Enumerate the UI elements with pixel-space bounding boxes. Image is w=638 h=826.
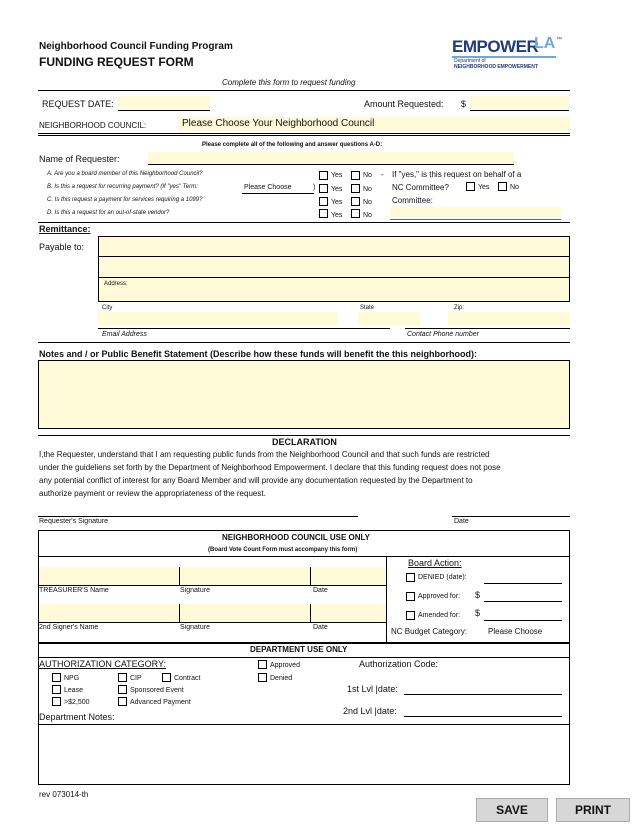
approved-currency: $ <box>475 590 481 600</box>
amount-currency: $ <box>461 99 467 109</box>
declaration-line1: I,the Requester, understand that I am requesting public funds from the Neighborhood Council and that such funds are restricted <box>39 450 490 459</box>
yes-label: Yes <box>331 172 343 179</box>
denied-date-underline <box>484 583 562 584</box>
request-date-underline <box>118 110 210 111</box>
print-button[interactable]: PRINT <box>556 798 630 822</box>
question-c: C. Is this request a payment for services requiring a 1099? <box>47 197 203 203</box>
second-signer-name-input[interactable] <box>39 604 179 622</box>
divider <box>38 90 570 91</box>
over-2500-label: >$2,500 <box>64 699 90 706</box>
amended-for-checkbox[interactable] <box>406 611 415 620</box>
authorization-category-label: AUTHORIZATION CATEGORY: <box>39 659 167 669</box>
no-label: No <box>363 199 372 206</box>
npg-checkbox[interactable] <box>52 673 61 682</box>
second-level-underline <box>404 716 562 717</box>
second-level-date-label: 2nd Lvl |date: <box>343 706 397 716</box>
treasurer-name-input[interactable] <box>39 567 179 585</box>
treasurer-date-input[interactable] <box>311 567 386 585</box>
amended-for-label: Amended for: <box>418 612 461 619</box>
dept-approved-label: Approved <box>270 662 300 669</box>
declaration-line4: authorize payment or review the appropriateness of the request. <box>39 489 266 498</box>
question-a: A. Are you a board member of this Neighborhood Council? <box>47 171 203 177</box>
first-level-date-input[interactable] <box>404 682 562 694</box>
first-level-date-label: 1st Lvl |date: <box>347 684 398 694</box>
divider <box>38 133 570 134</box>
sponsored-event-label: Sponsored Event <box>130 687 184 694</box>
question-c-yes-checkbox[interactable] <box>319 197 328 206</box>
requester-date-label: Date <box>454 518 469 525</box>
dept-approved-checkbox[interactable] <box>258 660 267 669</box>
lease-label: Lease <box>64 687 84 694</box>
department-notes-label: Department Notes: <box>39 712 115 722</box>
requester-date-field[interactable] <box>452 504 570 516</box>
notes-textarea[interactable] <box>38 360 570 429</box>
phone-label: Contact Phone number <box>407 331 479 338</box>
divider <box>38 435 570 436</box>
committee-underline <box>390 219 561 220</box>
yes-label: Yes <box>331 199 343 206</box>
cip-checkbox[interactable] <box>118 673 127 682</box>
divider <box>38 342 570 343</box>
declaration-line2: under the guideliens set forth by the Department of Neighborhood Empowerment. I declare that this funding request does not pose <box>39 463 501 472</box>
approved-for-label: Approved for: <box>418 593 461 600</box>
committee-yes-checkbox[interactable] <box>466 182 475 191</box>
empowerla-logo <box>452 36 564 70</box>
approved-underline <box>484 601 562 602</box>
committee-label: Committee: <box>392 196 433 205</box>
sponsored-event-checkbox[interactable] <box>118 685 127 694</box>
cell-divider <box>179 604 180 622</box>
cip-label: CIP <box>130 675 142 682</box>
email-input[interactable] <box>98 316 390 328</box>
term-close-paren: ) <box>313 184 316 191</box>
second-signer-signature-input[interactable] <box>180 604 310 622</box>
behalf-question-line2: NC Committee? <box>392 183 449 192</box>
question-a-no-checkbox[interactable] <box>351 171 360 180</box>
neighborhood-council-label: NEIGHBORHOOD COUNCIL: <box>39 121 147 130</box>
question-d-no-checkbox[interactable] <box>351 209 360 218</box>
divider <box>38 585 386 586</box>
email-label: Email Address <box>102 331 147 338</box>
over-2500-checkbox[interactable] <box>52 697 61 706</box>
second-signer-date-label: Date <box>313 624 328 631</box>
approved-for-checkbox[interactable] <box>406 592 415 601</box>
logo-tm: ™ <box>556 37 562 43</box>
cell-divider <box>179 567 180 585</box>
yes-label: Yes <box>331 212 343 219</box>
revision-label: rev 073014-th <box>39 790 89 799</box>
board-action-label: Board Action: <box>408 558 462 568</box>
requester-name-input[interactable] <box>148 152 514 164</box>
behalf-question-line1: If "yes," is this request on behalf of a <box>392 170 522 179</box>
denied-label: DENIED (date): <box>418 574 467 581</box>
logo-la-text: LA <box>534 35 556 52</box>
amended-amount-input[interactable] <box>484 609 562 620</box>
second-signer-name-label: 2nd Signer's Name <box>39 624 99 631</box>
no-label: No <box>363 172 372 179</box>
requester-name-underline <box>148 164 514 165</box>
committee-no-checkbox[interactable] <box>498 182 507 191</box>
form-subtitle: Complete this form to request funding <box>222 78 356 87</box>
logo-sub-name: NEIGHBORHOOD EMPOWERMENT <box>454 64 538 70</box>
yes-label: Yes <box>478 184 490 191</box>
payable-to-label: Payable to: <box>39 242 85 252</box>
committee-input[interactable] <box>390 207 561 219</box>
term-select[interactable]: Please Choose <box>244 184 292 191</box>
requester-signature-label: Requester's Signature <box>39 518 109 525</box>
phone-input[interactable] <box>405 316 570 328</box>
city-label: City <box>102 305 113 311</box>
questions-instruction: Please complete all of the following and answer questions A-D: <box>202 142 383 148</box>
dash: - <box>381 170 384 179</box>
requester-name-label: Name of Requester: <box>39 154 120 164</box>
request-date-input[interactable] <box>118 96 210 109</box>
question-d: D. Is this a request for an out-of-state vendor? <box>47 210 170 216</box>
question-b-no-checkbox[interactable] <box>351 184 360 193</box>
divider <box>38 556 570 557</box>
lease-checkbox[interactable] <box>52 685 61 694</box>
divider <box>38 222 570 223</box>
no-label: No <box>363 186 372 193</box>
program-name: Neighborhood Council Funding Program <box>39 41 233 52</box>
contract-checkbox[interactable] <box>162 673 171 682</box>
npg-label: NPG <box>64 675 80 682</box>
question-c-no-checkbox[interactable] <box>351 197 360 206</box>
authorization-code-input[interactable] <box>450 658 562 670</box>
request-date-label: REQUEST DATE: <box>42 99 114 109</box>
dept-denied-checkbox[interactable] <box>258 673 267 682</box>
treasurer-date-label: Date <box>313 587 328 594</box>
logo-empower-text: EMPOWER <box>452 37 539 56</box>
term-underline <box>242 193 314 194</box>
authorization-code-label: Authorization Code: <box>359 659 439 669</box>
phone-underline <box>405 328 570 329</box>
approved-amount-input[interactable] <box>484 590 562 601</box>
nc-use-subheading: (Board Vote Count Form must accompany this form) <box>208 547 358 553</box>
payable-to-line2-input[interactable] <box>98 257 570 277</box>
date-underline <box>452 516 570 517</box>
budget-category-select[interactable]: Please Choose <box>488 627 543 636</box>
amount-requested-input[interactable] <box>470 96 569 109</box>
yes-label: Yes <box>331 186 343 193</box>
contract-label: Contract <box>174 675 201 682</box>
declaration-heading: DECLARATION <box>272 437 337 447</box>
cell-divider <box>310 604 311 622</box>
question-d-yes-checkbox[interactable] <box>319 209 328 218</box>
divider <box>38 135 570 136</box>
email-underline <box>98 328 390 329</box>
treasurer-signature-label: Signature <box>180 587 210 594</box>
amount-requested-label: Amount Requested: <box>364 99 444 109</box>
first-level-underline <box>404 694 562 695</box>
remittance-heading: Remittance: <box>39 224 91 234</box>
budget-category-label: NC Budget Category: <box>391 627 468 636</box>
question-b: B. Is this a request for recurring payment? (If "yes" Term: <box>47 184 198 190</box>
question-a-yes-checkbox[interactable] <box>319 171 328 180</box>
amount-underline <box>470 110 569 111</box>
neighborhood-council-value: Please Choose Your Neighborhood Council <box>182 118 375 129</box>
advanced-payment-checkbox[interactable] <box>118 697 127 706</box>
second-level-date-input[interactable] <box>404 704 562 716</box>
address-input[interactable] <box>140 278 568 300</box>
question-b-yes-checkbox[interactable] <box>319 184 328 193</box>
notes-heading: Notes and / or Public Benefit Statement (Describe how these funds will benefit the this neighborhood): <box>39 349 478 359</box>
board-action-divider <box>386 556 387 643</box>
zip-label: Zip: <box>454 305 465 311</box>
signature-underline <box>38 516 358 517</box>
nc-use-heading: NEIGHBORHOOD COUNCIL USE ONLY <box>222 533 371 542</box>
amended-underline <box>484 620 562 621</box>
department-notes-textarea[interactable] <box>39 725 569 784</box>
second-signer-date-input[interactable] <box>311 604 386 622</box>
amended-currency: $ <box>475 608 481 618</box>
logo-sub-dept: Department of <box>454 58 486 64</box>
state-label: State <box>360 305 375 311</box>
dept-denied-label: Denied <box>270 675 293 682</box>
address-label: Address: <box>104 281 128 287</box>
declaration-line3: any potential conflict of interest for any Board Member and will provide any documentation requested by the Department to <box>39 476 473 485</box>
form-title: FUNDING REQUEST FORM <box>39 55 194 69</box>
no-label: No <box>510 184 519 191</box>
dept-use-heading: DEPARTMENT USE ONLY <box>250 645 348 654</box>
treasurer-signature-input[interactable] <box>180 567 310 585</box>
payable-to-input[interactable] <box>98 236 570 256</box>
requester-signature-field[interactable] <box>38 504 358 516</box>
advanced-payment-label: Advanced Payment <box>130 699 191 706</box>
cell-divider <box>310 567 311 585</box>
denied-date-input[interactable] <box>484 572 562 583</box>
divider <box>38 622 386 623</box>
second-signer-signature-label: Signature <box>180 624 210 631</box>
save-button[interactable]: SAVE <box>476 798 548 822</box>
denied-checkbox[interactable] <box>406 573 415 582</box>
no-label: No <box>363 212 372 219</box>
treasurer-name-label: TREASURER'S Name <box>39 587 109 594</box>
